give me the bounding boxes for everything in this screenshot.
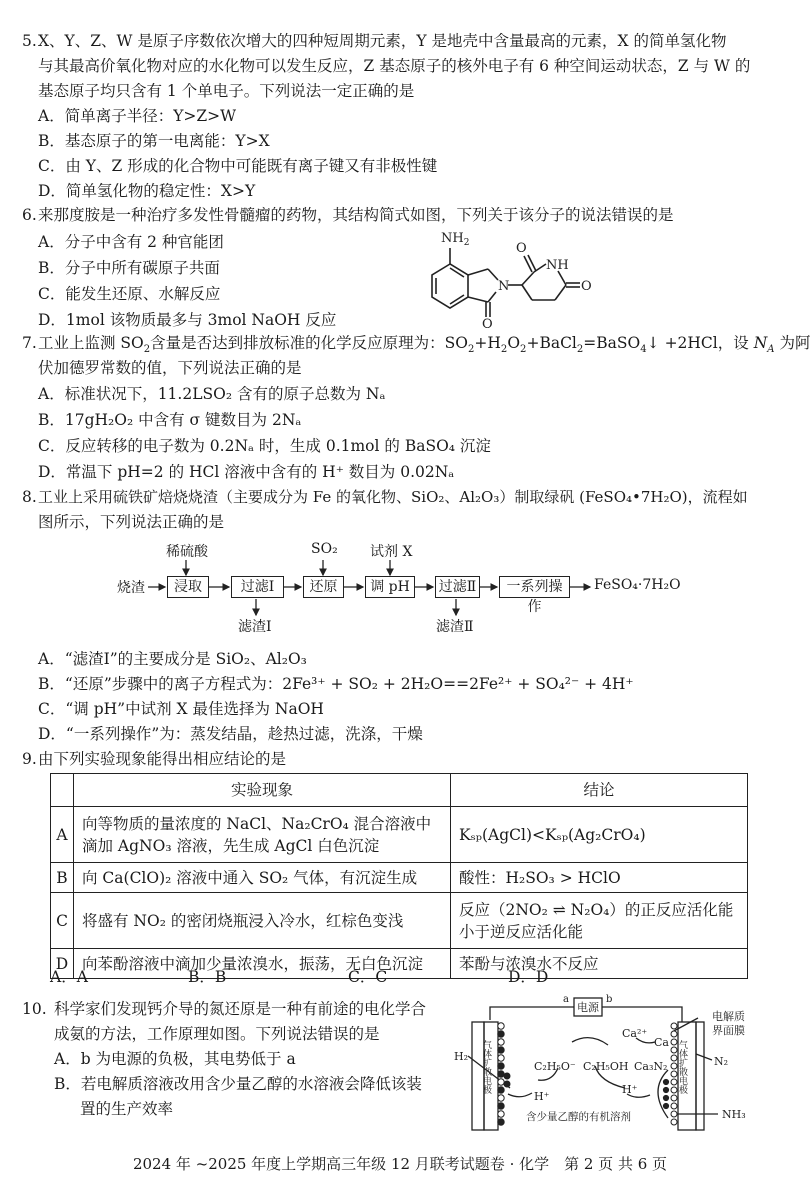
- terminal-a-label: a: [563, 994, 569, 1005]
- table-row: [51, 949, 748, 979]
- row-letter: B: [51, 863, 74, 893]
- left-electrode-label: 气体扩散电极: [481, 1040, 491, 1094]
- h2-label: H₂: [454, 1050, 469, 1063]
- question-9-number: 9.: [22, 750, 37, 768]
- question-6-option-a: A．分子中含有 2 种官能团: [38, 233, 224, 251]
- question-10-stem-line-1: 科学家们发现钙介导的氮还原是一种有前途的电化学合: [54, 1000, 427, 1018]
- question-7-option-c: C．反应转移的电子数为 0.2Nₐ 时，生成 0.1mol 的 BaSO₄ 沉淀: [38, 437, 491, 455]
- h-plus-right-label: H⁺: [622, 1083, 638, 1096]
- row-letter: D: [51, 949, 74, 979]
- question-10-option-a: A．b 为电源的负极，其电势低于 a: [54, 1050, 296, 1068]
- row-letter: C: [51, 893, 74, 949]
- question-8-stem-line-2: 图所示，下列说法正确的是: [38, 513, 225, 531]
- experiment-table: [50, 773, 748, 979]
- question-9-option-c: C．C: [348, 968, 388, 986]
- flow-step-reduction: 还原: [303, 576, 344, 598]
- question-5-option-b: B．基态原子的第一电离能：Y>X: [38, 132, 270, 150]
- row-observation: 向苯酚溶液中滴加少量浓溴水，振荡，无白色沉淀: [74, 949, 451, 979]
- question-8-option-b: B．“还原”步骤中的离子方程式为：2Fe³⁺ + SO₂ + 2H₂O==2Fe²⁺ + SO₄²⁻ + 4H⁺: [38, 675, 634, 693]
- question-5-stem-line-2: 与其最高价氧化物对应的水化物可以发生反应，Z 基态原子的核外电子有 6 种空间运动状态，Z 与 W 的: [38, 57, 751, 75]
- question-5-option-d: D．简单氢化物的稳定性：X>Y: [38, 182, 256, 200]
- question-5-option-c: C．由 Y、Z 形成的化合物中可能既有离子键又有非极性键: [38, 157, 438, 175]
- row-letter: A: [51, 807, 74, 863]
- question-8-stem-line-1: 工业上采用硫铁矿焙烧烧渣（主要成分为 Fe 的氧化物、SiO₂、Al₂O₃）制取绿矾 (FeSO₄•7H₂O)，流程如: [38, 488, 748, 506]
- n2-label: N₂: [714, 1055, 729, 1068]
- flow-end-product: FeSO₄·7H₂O: [594, 577, 681, 593]
- question-5-option-a: A．简单离子半径：Y>Z>W: [38, 107, 237, 125]
- electrochemical-cell-diagram: [450, 990, 800, 1140]
- structure-o-bottom-label: O: [482, 317, 493, 332]
- row-observation: 将盛有 NO₂ 的密闭烧瓶浸入冷水，红棕色变浅: [74, 893, 451, 949]
- question-8-option-d: D．“一系列操作”为：蒸发结晶，趁热过滤，洗涤，干燥: [38, 725, 423, 743]
- flow-step-series-ops: 一系列操作: [499, 576, 570, 598]
- flow-step-leaching: 浸取: [167, 576, 209, 598]
- question-6-number: 6.: [22, 206, 37, 224]
- lenalidomide-structure: [420, 222, 620, 330]
- question-5-stem-line-1: X、Y、Z、W 是原子序数依次增大的四种短周期元素，Y 是地壳中含量最高的元素，X 的简单氢化物: [38, 32, 727, 50]
- question-10-option-b-cont: 置的生产效率: [80, 1100, 174, 1118]
- flow-input-reagent-x: 试剂 X: [370, 544, 413, 560]
- question-7-option-b: B．17gH₂O₂ 中含有 σ 键数目为 2Nₐ: [38, 411, 302, 429]
- flow-step-adjust-ph: 调 pH: [365, 576, 415, 598]
- membrane-label-2: 界面膜: [712, 1024, 745, 1037]
- question-8-option-a: A．“滤渣Ⅰ”的主要成分是 SiO₂、Al₂O₃: [38, 650, 307, 668]
- flow-step-filter-1: 过滤Ⅰ: [231, 576, 284, 598]
- ethoxide-label: C₂H₅O⁻: [534, 1060, 576, 1073]
- question-9-option-b: B．B: [188, 968, 227, 986]
- row-conclusion: 酸性：H₂SO₃ > HClO: [451, 863, 748, 893]
- question-10-option-b: B．若电解质溶液改用含少量乙醇的水溶液会降低该装: [54, 1075, 422, 1093]
- question-7-stem-line-1: 工业上监测 $SO_2$含量是否达到排放标准的化学反应原理为：$SO_2+H_2O_2+BaCl_2=BaSO_4↓ +2HCl$，设 $N_A$ 为阿: [38, 334, 810, 356]
- table-row: [51, 807, 748, 863]
- h-plus-left-label: H⁺: [534, 1090, 550, 1103]
- question-9-option-a: A．A: [50, 968, 88, 986]
- right-electrode-label: 气体扩散电极: [677, 1040, 687, 1094]
- question-10-stem-line-2: 成氨的方法，工作原理如图。下列说法错误的是: [54, 1025, 380, 1043]
- question-8-option-c: C．“调 pH”中试剂 X 最佳选择为 NaOH: [38, 700, 324, 718]
- table-header-conclusion: 结论: [451, 774, 748, 807]
- question-9-option-d: D．D: [508, 968, 549, 986]
- membrane-label-1: 电解质: [712, 1010, 745, 1023]
- table-row: [51, 893, 748, 949]
- table-header-observation: 实验现象: [74, 774, 451, 807]
- question-6-stem: 来那度胺是一种治疗多发性骨髓瘤的药物，其结构简式如图，下列关于该分子的说法错误的是: [38, 206, 674, 224]
- flow-step-filter-2: 过滤Ⅱ: [435, 576, 480, 598]
- table-header-row: [51, 774, 748, 807]
- question-6-option-b: B．分子中所有碳原子共面: [38, 259, 220, 277]
- question-7-option-a: A．标准状况下，11.2LSO₂ 含有的原子总数为 Nₐ: [38, 385, 386, 403]
- question-7-option-d: D．常温下 pH=2 的 HCl 溶液中含有的 H⁺ 数目为 0.02Nₐ: [38, 463, 455, 481]
- terminal-b-label: b: [606, 994, 613, 1005]
- question-10-number: 10.: [22, 1000, 47, 1018]
- ethanol-label: C₂H₅OH: [583, 1060, 629, 1073]
- question-9-stem: 由下列实验现象能得出相应结论的是: [38, 750, 287, 768]
- ca2-label: Ca²⁺: [622, 1027, 648, 1040]
- structure-o-right-label: O: [581, 279, 592, 294]
- ca-label: Ca: [654, 1036, 669, 1049]
- question-5-number: 5.: [22, 32, 37, 50]
- row-observation: 向等物质的量浓度的 NaCl、Na₂CrO₄ 混合溶液中滴加 AgNO₃ 溶液，先生成 AgCl 白色沉淀: [74, 807, 451, 863]
- nh3-label: NH₃: [722, 1108, 746, 1121]
- row-conclusion: 反应（2NO₂ ⇌ N₂O₄）的正反应活化能小于逆反应活化能: [451, 893, 748, 949]
- structure-nh2-label: $NH_2$: [441, 231, 470, 248]
- row-observation: 向 Ca(ClO)₂ 溶液中通入 SO₂ 气体，有沉淀生成: [74, 863, 451, 893]
- question-5-stem-line-3: 基态原子均只含有 1 个单电子。下列说法一定正确的是: [38, 82, 415, 100]
- question-6-option-d: D．1mol 该物质最多与 3mol NaOH 反应: [38, 311, 337, 329]
- solvent-label: 含少量乙醇的有机溶剂: [526, 1111, 631, 1123]
- structure-nh-label: NH: [546, 258, 569, 273]
- power-source-label: 电源: [577, 1001, 599, 1014]
- flow-input-so2: SO₂: [311, 541, 338, 557]
- flow-start: 烧渣: [117, 580, 145, 596]
- question-7-number: 7.: [22, 334, 37, 352]
- structure-o-top-label: O: [516, 241, 527, 256]
- flow-output-residue-1: 滤渣Ⅰ: [238, 619, 272, 635]
- flow-output-residue-2: 滤渣Ⅱ: [436, 619, 474, 635]
- question-8-number: 8.: [22, 488, 37, 506]
- flow-input-dilute-sulfuric-acid: 稀硫酸: [166, 544, 208, 560]
- page-footer: 2024 年 ~2025 年度上学期高三年级 12 月联考试题卷 · 化学 第 2 页 共 6 页: [132, 1155, 668, 1173]
- question-7-stem-line-2: 伏加德罗常数的值，下列说法正确的是: [38, 359, 302, 377]
- table-header-letter: [51, 774, 74, 807]
- row-conclusion: 苯酚与浓溴水不反应: [451, 949, 748, 979]
- structure-n-label: N: [498, 279, 510, 294]
- row-conclusion: Kₛₚ(AgCl)<Kₛₚ(Ag₂CrO₄): [451, 807, 748, 863]
- question-6-option-c: C．能发生还原、水解反应: [38, 285, 221, 303]
- ca3n2-label: Ca₃N₂: [634, 1060, 668, 1073]
- table-row: [51, 863, 748, 893]
